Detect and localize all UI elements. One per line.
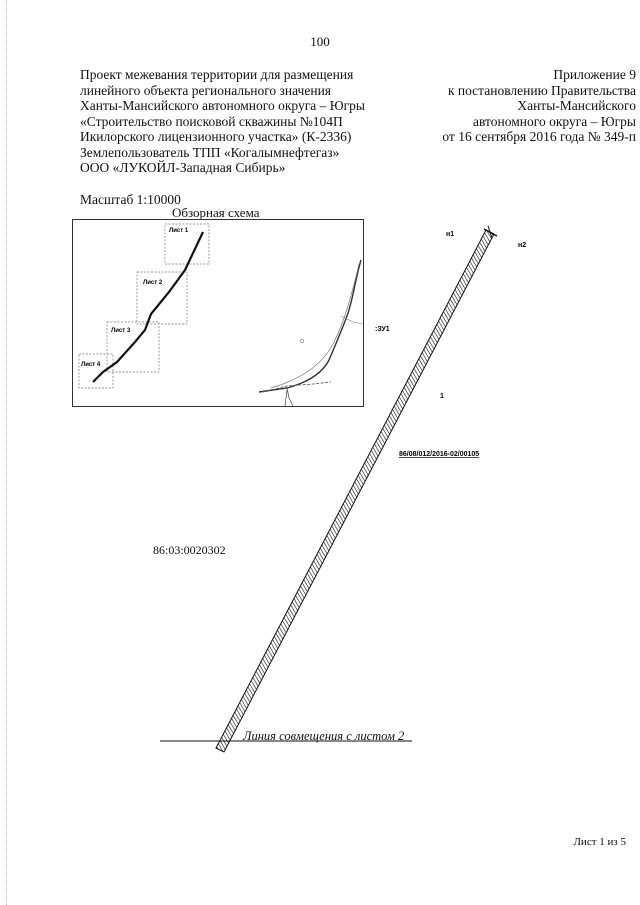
parcel-number: 1 (440, 393, 444, 400)
point-label-n2: н2 (518, 242, 527, 249)
project-line: Икилорского лицензионного участка» (К-2336) (80, 129, 352, 144)
project-line: Ханты-Мансийского автономного округа – Югры (80, 98, 365, 113)
point-label-n1: н1 (446, 231, 455, 238)
overview-title: Обзорная схема (172, 205, 260, 220)
appendix-line: к постановлению Правительства (447, 82, 636, 98)
combine-line-label: Линия совмещения с листом 2 (243, 729, 405, 743)
project-line: «Строительство поисковой скважины №104П (80, 113, 343, 129)
appendix-line: Ханты-Мансийского (517, 98, 636, 113)
sheet-counter: Лист 1 из 5 (573, 836, 626, 848)
project-line: Проект межевания территории для размещения (80, 67, 354, 82)
project-line: ООО «ЛУКОЙЛ-Западная Сибирь» (80, 160, 286, 175)
sheet-label-4: Лист 4 (81, 362, 101, 368)
sheet-label-2: Лист 2 (143, 280, 163, 286)
page-number: 100 (310, 34, 330, 49)
project-line: линейного объекта регионального значения (80, 82, 332, 98)
cadastral-quarter-label: 86:03:0020302 (153, 543, 226, 557)
appendix-line: автономного округа – Югры (473, 113, 636, 129)
sheet-label-1: Лист 1 (169, 228, 189, 234)
linear-object-strip (216, 230, 494, 752)
cadastral-number-right: 86/08/012/2016-02/00105 (399, 451, 480, 458)
sheet-label-3: Лист 3 (111, 328, 131, 334)
appendix-line: от 16 сентября 2016 года № 349-п (442, 129, 636, 144)
scale-label: Масштаб 1:10000 (80, 192, 181, 207)
appendix-line: Приложение 9 (553, 67, 636, 82)
parcel-label: :ЗУ1 (375, 326, 390, 333)
project-line: Землепользователь ТПП «Когалымнефтегаз» (80, 144, 340, 160)
